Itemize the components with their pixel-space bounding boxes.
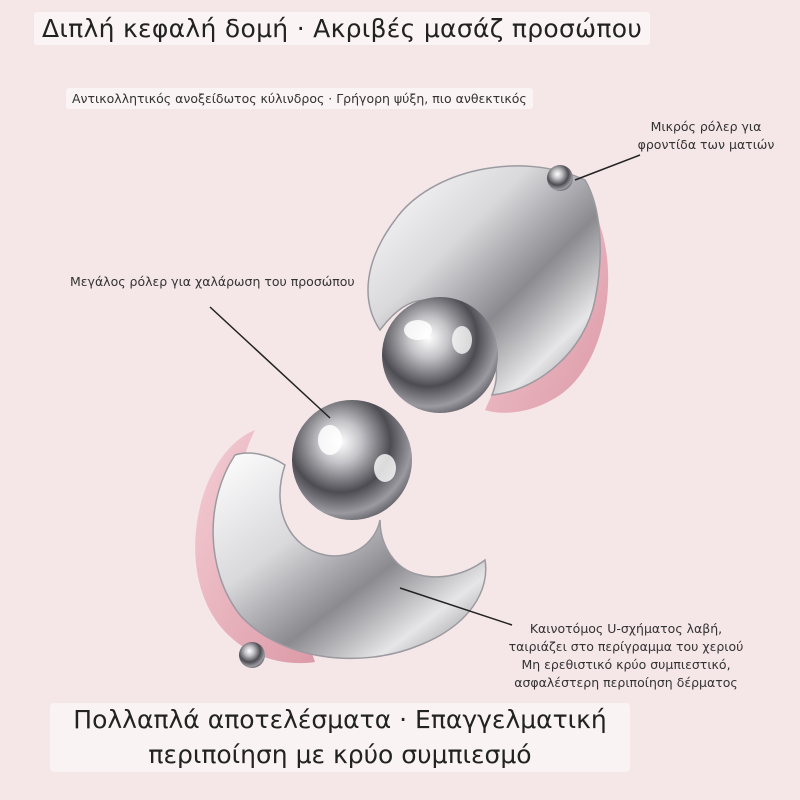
leader-small-roller xyxy=(575,155,640,180)
page-title: Διπλή κεφαλή δομή · Ακριβές μασάζ προσώπου xyxy=(34,12,650,45)
callout-small-roller xyxy=(626,118,786,154)
upper-knob xyxy=(547,165,573,191)
callout-handle-line1: Καινοτόμος U-σχήματος λαβή, xyxy=(529,621,723,636)
subtitle: Αντικολλητικός ανοξείδωτος κύλινδρος · Γρήγορη ψύξη, πιο ανθεκτικός xyxy=(66,88,533,109)
bottom-caption xyxy=(50,703,630,772)
callout-handle-line4: ασφαλέστερη περιποίηση δέρματος xyxy=(514,675,738,691)
upper-device xyxy=(368,165,608,413)
bottom-caption-line1: Πολλαπλά αποτελέσματα · Επαγγελματική xyxy=(73,705,607,734)
callout-small-roller-line1: Μικρός ρόλερ για xyxy=(650,119,762,134)
callout-handle-line2: ταιριάζει στο περίγραμμα του χεριού xyxy=(508,639,744,655)
lower-knob xyxy=(239,642,265,668)
lower-device xyxy=(195,400,486,668)
callout-handle-line3: Μη ερεθιστικό κρύο συμπιεστικό, xyxy=(521,657,731,673)
leader-large-roller xyxy=(210,307,330,418)
small-roller-ball xyxy=(382,297,498,413)
callout-large-roller: Μεγάλος ρόλερ για χαλάρωση του προσώπου xyxy=(70,274,355,289)
callout-handle xyxy=(486,620,766,693)
callout-small-roller-line2: φροντίδα των ματιών xyxy=(637,137,775,153)
bottom-caption-line2: περιποίηση με κρύο συμπιεσμό xyxy=(148,739,532,769)
